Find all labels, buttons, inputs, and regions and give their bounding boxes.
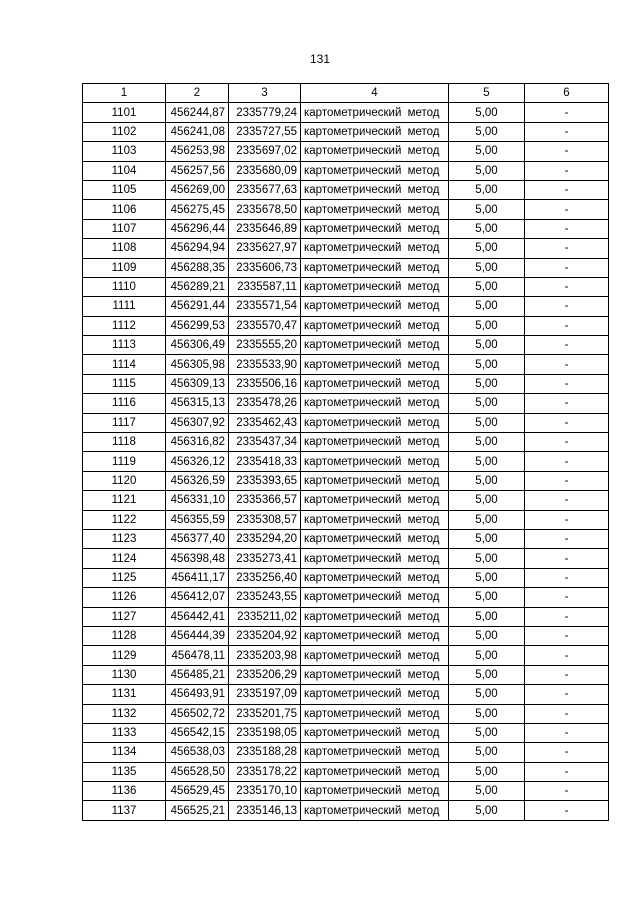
y-coordinate-cell: 2335256,40 xyxy=(229,568,301,587)
table-row xyxy=(83,161,609,180)
method-cell: картометрический метод xyxy=(301,297,449,316)
y-coordinate-cell: 2335506,16 xyxy=(229,374,301,393)
description-cell: - xyxy=(525,723,609,742)
method-cell: картометрический метод xyxy=(301,142,449,161)
y-coordinate-cell: 2335646,89 xyxy=(229,219,301,238)
table-row xyxy=(83,626,609,645)
point-number-cell: 1125 xyxy=(83,568,166,587)
description-cell: - xyxy=(525,336,609,355)
accuracy-cell: 5,00 xyxy=(449,277,525,296)
y-coordinate-cell: 2335779,24 xyxy=(229,103,301,122)
description-cell: - xyxy=(525,685,609,704)
point-number-cell: 1130 xyxy=(83,665,166,684)
x-coordinate-cell: 456291,44 xyxy=(166,297,229,316)
x-coordinate-cell: 456478,11 xyxy=(166,646,229,665)
table-row xyxy=(83,646,609,665)
method-cell: картометрический метод xyxy=(301,665,449,684)
y-coordinate-cell: 2335555,20 xyxy=(229,336,301,355)
description-cell: - xyxy=(525,297,609,316)
table-row xyxy=(83,471,609,490)
table-row xyxy=(83,665,609,684)
table-row xyxy=(83,723,609,742)
table-row xyxy=(83,433,609,452)
accuracy-cell: 5,00 xyxy=(449,258,525,277)
method-cell: картометрический метод xyxy=(301,452,449,471)
method-cell: картометрический метод xyxy=(301,355,449,374)
description-cell: - xyxy=(525,316,609,335)
accuracy-cell: 5,00 xyxy=(449,549,525,568)
point-number-cell: 1102 xyxy=(83,122,166,141)
accuracy-cell: 5,00 xyxy=(449,297,525,316)
point-number-cell: 1111 xyxy=(83,297,166,316)
x-coordinate-cell: 456493,91 xyxy=(166,685,229,704)
method-cell: картометрический метод xyxy=(301,704,449,723)
column-header: 5 xyxy=(449,84,525,103)
x-coordinate-cell: 456542,15 xyxy=(166,723,229,742)
x-coordinate-cell: 456316,82 xyxy=(166,433,229,452)
point-number-cell: 1103 xyxy=(83,142,166,161)
method-cell: картометрический метод xyxy=(301,200,449,219)
point-number-cell: 1116 xyxy=(83,394,166,413)
accuracy-cell: 5,00 xyxy=(449,762,525,781)
table-row xyxy=(83,607,609,626)
point-number-cell: 1120 xyxy=(83,471,166,490)
table-row xyxy=(83,491,609,510)
y-coordinate-cell: 2335146,13 xyxy=(229,801,301,820)
method-cell: картометрический метод xyxy=(301,743,449,762)
accuracy-cell: 5,00 xyxy=(449,142,525,161)
description-cell: - xyxy=(525,219,609,238)
method-cell: картометрический метод xyxy=(301,626,449,645)
table-row xyxy=(83,782,609,801)
description-cell: - xyxy=(525,277,609,296)
y-coordinate-cell: 2335587,11 xyxy=(229,277,301,296)
x-coordinate-cell: 456253,98 xyxy=(166,142,229,161)
table-body xyxy=(83,103,609,820)
y-coordinate-cell: 2335462,43 xyxy=(229,413,301,432)
description-cell: - xyxy=(525,607,609,626)
description-cell: - xyxy=(525,568,609,587)
method-cell: картометрический метод xyxy=(301,723,449,742)
point-number-cell: 1131 xyxy=(83,685,166,704)
table-row xyxy=(83,452,609,471)
description-cell: - xyxy=(525,239,609,258)
accuracy-cell: 5,00 xyxy=(449,200,525,219)
point-number-cell: 1137 xyxy=(83,801,166,820)
accuracy-cell: 5,00 xyxy=(449,452,525,471)
description-cell: - xyxy=(525,491,609,510)
x-coordinate-cell: 456305,98 xyxy=(166,355,229,374)
x-coordinate-cell: 456306,49 xyxy=(166,336,229,355)
y-coordinate-cell: 2335211,02 xyxy=(229,607,301,626)
table-row xyxy=(83,801,609,820)
x-coordinate-cell: 456299,53 xyxy=(166,316,229,335)
point-number-cell: 1104 xyxy=(83,161,166,180)
accuracy-cell: 5,00 xyxy=(449,568,525,587)
description-cell: - xyxy=(525,122,609,141)
x-coordinate-cell: 456307,92 xyxy=(166,413,229,432)
method-cell: картометрический метод xyxy=(301,122,449,141)
x-coordinate-cell: 456257,56 xyxy=(166,161,229,180)
point-number-cell: 1127 xyxy=(83,607,166,626)
x-coordinate-cell: 456289,21 xyxy=(166,277,229,296)
accuracy-cell: 5,00 xyxy=(449,471,525,490)
method-cell: картометрический метод xyxy=(301,529,449,548)
accuracy-cell: 5,00 xyxy=(449,782,525,801)
coordinates-table xyxy=(82,83,609,821)
method-cell: картометрический метод xyxy=(301,161,449,180)
description-cell: - xyxy=(525,394,609,413)
description-cell: - xyxy=(525,103,609,122)
accuracy-cell: 5,00 xyxy=(449,607,525,626)
method-cell: картометрический метод xyxy=(301,394,449,413)
y-coordinate-cell: 2335697,02 xyxy=(229,142,301,161)
accuracy-cell: 5,00 xyxy=(449,355,525,374)
x-coordinate-cell: 456538,03 xyxy=(166,743,229,762)
y-coordinate-cell: 2335198,05 xyxy=(229,723,301,742)
x-coordinate-cell: 456442,41 xyxy=(166,607,229,626)
accuracy-cell: 5,00 xyxy=(449,626,525,645)
description-cell: - xyxy=(525,704,609,723)
x-coordinate-cell: 456269,00 xyxy=(166,180,229,199)
y-coordinate-cell: 2335188,28 xyxy=(229,743,301,762)
description-cell: - xyxy=(525,355,609,374)
y-coordinate-cell: 2335204,92 xyxy=(229,626,301,645)
x-coordinate-cell: 456525,21 xyxy=(166,801,229,820)
y-coordinate-cell: 2335533,90 xyxy=(229,355,301,374)
table-row xyxy=(83,103,609,122)
table-row xyxy=(83,743,609,762)
y-coordinate-cell: 2335680,09 xyxy=(229,161,301,180)
method-cell: картометрический метод xyxy=(301,491,449,510)
accuracy-cell: 5,00 xyxy=(449,723,525,742)
method-cell: картометрический метод xyxy=(301,413,449,432)
method-cell: картометрический метод xyxy=(301,607,449,626)
x-coordinate-cell: 456398,48 xyxy=(166,549,229,568)
table-row xyxy=(83,394,609,413)
y-coordinate-cell: 2335203,98 xyxy=(229,646,301,665)
y-coordinate-cell: 2335170,10 xyxy=(229,782,301,801)
method-cell: картометрический метод xyxy=(301,471,449,490)
accuracy-cell: 5,00 xyxy=(449,413,525,432)
point-number-cell: 1115 xyxy=(83,374,166,393)
accuracy-cell: 5,00 xyxy=(449,704,525,723)
description-cell: - xyxy=(525,433,609,452)
point-number-cell: 1134 xyxy=(83,743,166,762)
x-coordinate-cell: 456326,12 xyxy=(166,452,229,471)
point-number-cell: 1133 xyxy=(83,723,166,742)
method-cell: картометрический метод xyxy=(301,510,449,529)
accuracy-cell: 5,00 xyxy=(449,316,525,335)
table-row xyxy=(83,685,609,704)
point-number-cell: 1121 xyxy=(83,491,166,510)
table-row xyxy=(83,142,609,161)
table-row xyxy=(83,529,609,548)
description-cell: - xyxy=(525,142,609,161)
method-cell: картометрический метод xyxy=(301,316,449,335)
method-cell: картометрический метод xyxy=(301,103,449,122)
point-number-cell: 1108 xyxy=(83,239,166,258)
column-header: 2 xyxy=(166,84,229,103)
accuracy-cell: 5,00 xyxy=(449,336,525,355)
description-cell: - xyxy=(525,626,609,645)
table-row xyxy=(83,762,609,781)
point-number-cell: 1117 xyxy=(83,413,166,432)
method-cell: картометрический метод xyxy=(301,549,449,568)
x-coordinate-cell: 456502,72 xyxy=(166,704,229,723)
x-coordinate-cell: 456444,39 xyxy=(166,626,229,645)
accuracy-cell: 5,00 xyxy=(449,161,525,180)
accuracy-cell: 5,00 xyxy=(449,374,525,393)
table-row xyxy=(83,336,609,355)
description-cell: - xyxy=(525,452,609,471)
point-number-cell: 1135 xyxy=(83,762,166,781)
method-cell: картометрический метод xyxy=(301,801,449,820)
description-cell: - xyxy=(525,782,609,801)
point-number-cell: 1126 xyxy=(83,588,166,607)
method-cell: картометрический метод xyxy=(301,782,449,801)
accuracy-cell: 5,00 xyxy=(449,529,525,548)
point-number-cell: 1132 xyxy=(83,704,166,723)
x-coordinate-cell: 456296,44 xyxy=(166,219,229,238)
x-coordinate-cell: 456485,21 xyxy=(166,665,229,684)
method-cell: картометрический метод xyxy=(301,219,449,238)
table-row xyxy=(83,549,609,568)
table-row xyxy=(83,355,609,374)
point-number-cell: 1113 xyxy=(83,336,166,355)
method-cell: картометрический метод xyxy=(301,374,449,393)
x-coordinate-cell: 456241,08 xyxy=(166,122,229,141)
point-number-cell: 1119 xyxy=(83,452,166,471)
x-coordinate-cell: 456355,59 xyxy=(166,510,229,529)
method-cell: картометрический метод xyxy=(301,336,449,355)
point-number-cell: 1114 xyxy=(83,355,166,374)
y-coordinate-cell: 2335393,65 xyxy=(229,471,301,490)
column-header: 1 xyxy=(83,84,166,103)
description-cell: - xyxy=(525,471,609,490)
y-coordinate-cell: 2335571,54 xyxy=(229,297,301,316)
method-cell: картометрический метод xyxy=(301,568,449,587)
table-row xyxy=(83,258,609,277)
point-number-cell: 1122 xyxy=(83,510,166,529)
table-header-row xyxy=(83,84,609,103)
description-cell: - xyxy=(525,646,609,665)
x-coordinate-cell: 456244,87 xyxy=(166,103,229,122)
y-coordinate-cell: 2335201,75 xyxy=(229,704,301,723)
method-cell: картометрический метод xyxy=(301,180,449,199)
description-cell: - xyxy=(525,180,609,199)
x-coordinate-cell: 456412,07 xyxy=(166,588,229,607)
point-number-cell: 1105 xyxy=(83,180,166,199)
accuracy-cell: 5,00 xyxy=(449,743,525,762)
y-coordinate-cell: 2335366,57 xyxy=(229,491,301,510)
x-coordinate-cell: 456309,13 xyxy=(166,374,229,393)
y-coordinate-cell: 2335206,29 xyxy=(229,665,301,684)
table-row xyxy=(83,568,609,587)
method-cell: картометрический метод xyxy=(301,258,449,277)
point-number-cell: 1123 xyxy=(83,529,166,548)
description-cell: - xyxy=(525,762,609,781)
method-cell: картометрический метод xyxy=(301,588,449,607)
method-cell: картометрический метод xyxy=(301,433,449,452)
description-cell: - xyxy=(525,161,609,180)
table-row xyxy=(83,297,609,316)
table-row xyxy=(83,588,609,607)
point-number-cell: 1109 xyxy=(83,258,166,277)
y-coordinate-cell: 2335294,20 xyxy=(229,529,301,548)
table-row xyxy=(83,413,609,432)
accuracy-cell: 5,00 xyxy=(449,491,525,510)
table-row xyxy=(83,316,609,335)
description-cell: - xyxy=(525,413,609,432)
y-coordinate-cell: 2335478,26 xyxy=(229,394,301,413)
description-cell: - xyxy=(525,743,609,762)
description-cell: - xyxy=(525,258,609,277)
y-coordinate-cell: 2335273,41 xyxy=(229,549,301,568)
point-number-cell: 1128 xyxy=(83,626,166,645)
accuracy-cell: 5,00 xyxy=(449,588,525,607)
table-row xyxy=(83,239,609,258)
accuracy-cell: 5,00 xyxy=(449,433,525,452)
description-cell: - xyxy=(525,510,609,529)
accuracy-cell: 5,00 xyxy=(449,801,525,820)
x-coordinate-cell: 456315,13 xyxy=(166,394,229,413)
table-row xyxy=(83,374,609,393)
x-coordinate-cell: 456275,45 xyxy=(166,200,229,219)
x-coordinate-cell: 456411,17 xyxy=(166,568,229,587)
table-row xyxy=(83,122,609,141)
description-cell: - xyxy=(525,374,609,393)
point-number-cell: 1136 xyxy=(83,782,166,801)
y-coordinate-cell: 2335570,47 xyxy=(229,316,301,335)
description-cell: - xyxy=(525,665,609,684)
description-cell: - xyxy=(525,200,609,219)
point-number-cell: 1129 xyxy=(83,646,166,665)
accuracy-cell: 5,00 xyxy=(449,685,525,704)
accuracy-cell: 5,00 xyxy=(449,394,525,413)
accuracy-cell: 5,00 xyxy=(449,122,525,141)
y-coordinate-cell: 2335677,63 xyxy=(229,180,301,199)
point-number-cell: 1112 xyxy=(83,316,166,335)
method-cell: картометрический метод xyxy=(301,646,449,665)
column-header: 3 xyxy=(229,84,301,103)
table-row xyxy=(83,510,609,529)
x-coordinate-cell: 456326,59 xyxy=(166,471,229,490)
y-coordinate-cell: 2335437,34 xyxy=(229,433,301,452)
x-coordinate-cell: 456528,50 xyxy=(166,762,229,781)
table-row xyxy=(83,704,609,723)
y-coordinate-cell: 2335418,33 xyxy=(229,452,301,471)
method-cell: картометрический метод xyxy=(301,239,449,258)
table-row xyxy=(83,219,609,238)
column-header: 6 xyxy=(525,84,609,103)
table-row xyxy=(83,180,609,199)
x-coordinate-cell: 456377,40 xyxy=(166,529,229,548)
y-coordinate-cell: 2335308,57 xyxy=(229,510,301,529)
point-number-cell: 1118 xyxy=(83,433,166,452)
x-coordinate-cell: 456288,35 xyxy=(166,258,229,277)
y-coordinate-cell: 2335243,55 xyxy=(229,588,301,607)
table-row xyxy=(83,277,609,296)
point-number-cell: 1110 xyxy=(83,277,166,296)
description-cell: - xyxy=(525,588,609,607)
y-coordinate-cell: 2335197,09 xyxy=(229,685,301,704)
page-number: 131 xyxy=(309,52,331,66)
point-number-cell: 1106 xyxy=(83,200,166,219)
method-cell: картометрический метод xyxy=(301,685,449,704)
accuracy-cell: 5,00 xyxy=(449,180,525,199)
accuracy-cell: 5,00 xyxy=(449,510,525,529)
accuracy-cell: 5,00 xyxy=(449,665,525,684)
description-cell: - xyxy=(525,529,609,548)
y-coordinate-cell: 2335178,22 xyxy=(229,762,301,781)
accuracy-cell: 5,00 xyxy=(449,219,525,238)
column-header: 4 xyxy=(301,84,449,103)
accuracy-cell: 5,00 xyxy=(449,103,525,122)
x-coordinate-cell: 456294,94 xyxy=(166,239,229,258)
y-coordinate-cell: 2335627,97 xyxy=(229,239,301,258)
table-row xyxy=(83,200,609,219)
accuracy-cell: 5,00 xyxy=(449,646,525,665)
y-coordinate-cell: 2335727,55 xyxy=(229,122,301,141)
y-coordinate-cell: 2335606,73 xyxy=(229,258,301,277)
point-number-cell: 1124 xyxy=(83,549,166,568)
method-cell: картометрический метод xyxy=(301,762,449,781)
point-number-cell: 1101 xyxy=(83,103,166,122)
description-cell: - xyxy=(525,801,609,820)
x-coordinate-cell: 456529,45 xyxy=(166,782,229,801)
y-coordinate-cell: 2335678,50 xyxy=(229,200,301,219)
x-coordinate-cell: 456331,10 xyxy=(166,491,229,510)
accuracy-cell: 5,00 xyxy=(449,239,525,258)
method-cell: картометрический метод xyxy=(301,277,449,296)
description-cell: - xyxy=(525,549,609,568)
point-number-cell: 1107 xyxy=(83,219,166,238)
